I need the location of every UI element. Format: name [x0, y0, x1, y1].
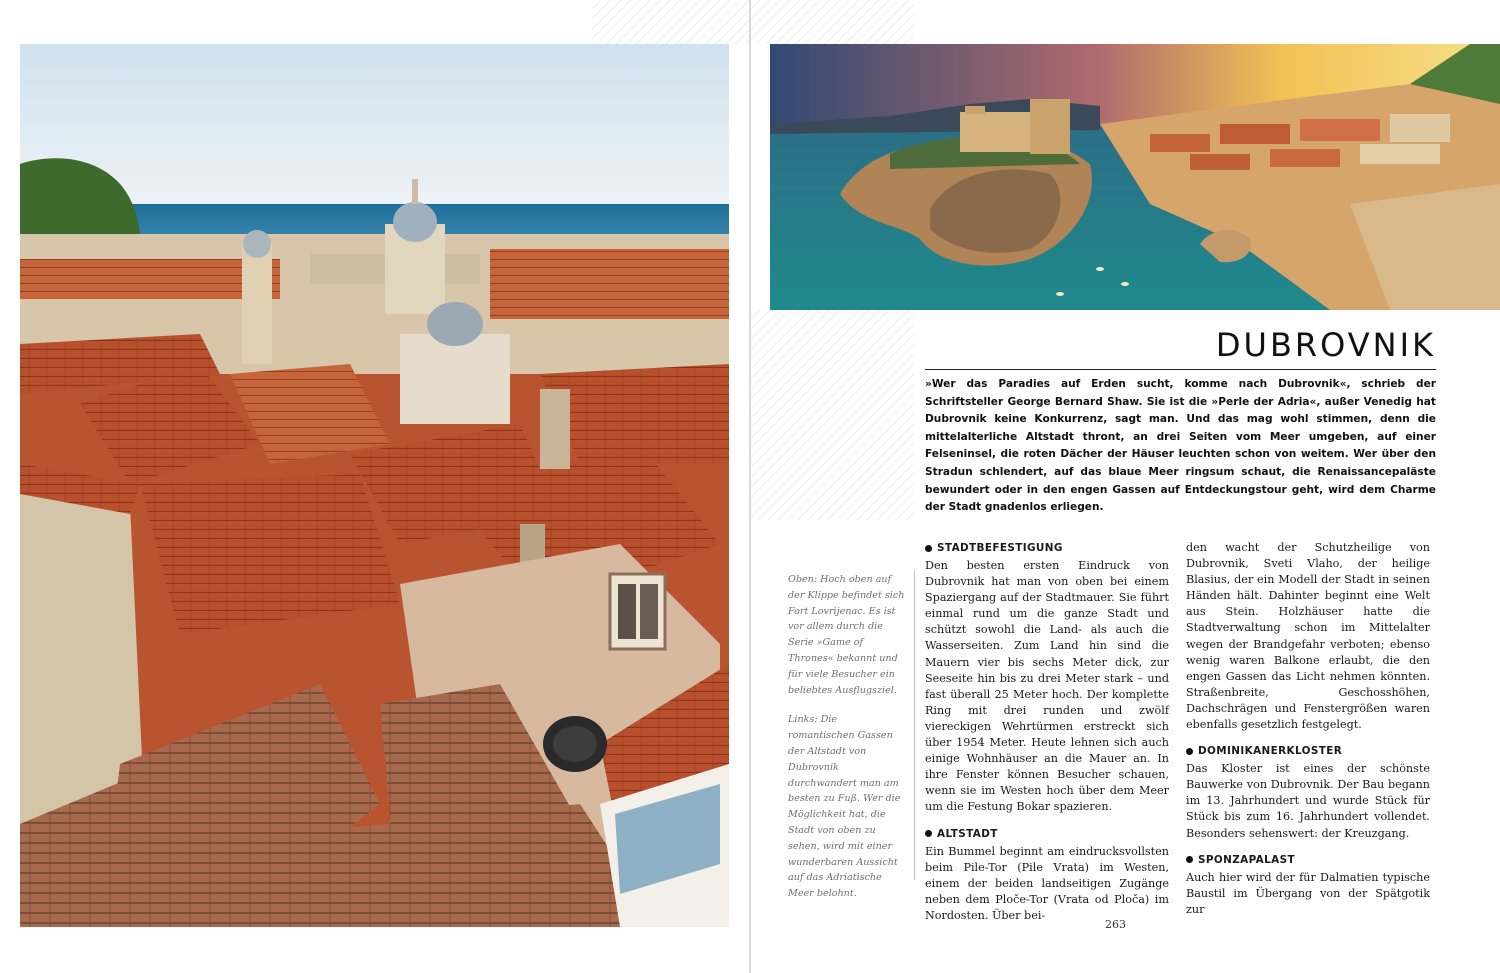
title-underline — [925, 369, 1436, 370]
bullet-dot-icon — [925, 830, 932, 837]
section-heading-dominikanerkloster — [1186, 743, 1430, 759]
caption-left: Links: Die romantischen Gassen der Altstadt von Dubrovnik durchwandert man am besten zu Fuß. Wer die Möglichkeit hat, die Stadt von oben zu sehen, wird mit einer wunderbaren Aussicht auf das Adriatische Meer belohnt. — [788, 714, 901, 900]
background-hatch — [751, 310, 914, 520]
section-heading-label: STADTBEFESTIGUNG — [937, 542, 1063, 554]
photo-captions — [788, 572, 906, 916]
section-heading-sponzapalast — [1186, 852, 1430, 868]
section-body-altstadt-continued: den wacht der Schutzheilige von Dubrovnik, Sveti Vlaho, der heilige Blasius, der ein Modell der Stadt in seinen Händen hält. Dahinter beginnt eine Welt aus Stein. Holzhäuser hatte die Stadtverwaltung schon im Mittelalter wegen der Brandgefahr verboten; ebenso wenig waren Balkone erlaubt, die den engen Gassen das Licht nehmen könnten. Straßenbreite, Geschosshöhen, Dachschrägen und Fenstergrößen waren ebenfalls gesetzlich festgelegt. — [1186, 541, 1430, 732]
page-gutter — [749, 0, 751, 973]
section-heading-label: DOMINIKANERKLOSTER — [1198, 745, 1343, 758]
background-hatch — [592, 0, 750, 44]
bullet-dot-icon — [1186, 856, 1193, 863]
page-number: 263 — [1105, 918, 1126, 931]
text-column-2 — [1186, 540, 1430, 928]
section-heading-altstadt — [925, 826, 1169, 842]
bullet-dot-icon — [1186, 748, 1193, 755]
caption-top: Oben: Hoch oben auf der Klippe befindet sich Fort Lovrijenac. Es ist vor allem durch die Serie »Game of Thrones« bekannt und für viele Besucher ein beliebtes Ausflugsziel. — [788, 574, 905, 696]
section-body-altstadt: Ein Bummel beginnt am eindrucksvollsten beim Pile-Tor (Pile Vrata) im Westen, einem der beiden landseitigen Zugänge neben dem Ploče-Tor (Vrata od Ploča) im Nordosten. Über bei- — [925, 844, 1169, 922]
caption-divider — [914, 570, 915, 880]
photo-old-town-rooftops — [20, 44, 729, 927]
background-hatch — [751, 0, 914, 44]
bullet-dot-icon — [925, 545, 932, 552]
section-body-stadtbefestigung: Den besten ersten Eindruck von Dubrovnik hat man von oben bei einem Spaziergang auf der Stadtmauer. Sie führt einmal rund um die ganze Stadt und schützt sowohl die Land- als auch die Wasserseiten. Zum Land hin sind die Mauern vier bis sechs Meter dick, zur Seeseite hin bis zu drei Meter stark – und fast überall 25 Meter hoch. Der komplette Ring mit drei runden und zwölf viereckigen Wehrtürmen erstreckt sich über 1954 Meter. Heute lehnen sich auch einige Wohnhäuser an die Mauer an. In ihre Fenster können Besucher schauen, wenn sie im Westen hoch über dem Meer um die Festung Bokar spazieren. — [925, 559, 1169, 814]
page-title: DUBROVNIK — [1215, 326, 1436, 364]
section-heading-label: ALTSTADT — [937, 827, 998, 840]
text-column-1 — [925, 540, 1169, 934]
section-heading-stadtbefestigung — [925, 540, 1169, 556]
photo-fort-lovrijenac-coast — [770, 44, 1500, 310]
section-heading-label: SPONZAPALAST — [1198, 853, 1295, 866]
section-body-dominikanerkloster: Das Kloster ist eines der schönste Bauwerke von Dubrovnik. Der Bau begann im 13. Jahrhundert und wurde Stück für Stück bis zum 16. Jahrhundert vollendet. Besonders sehenswert: der Kreuzgang. — [1186, 762, 1430, 840]
section-body-sponzapalast: Auch hier wird der für Dalmatien typische Baustil im Übergang von der Spätgotik zur — [1186, 870, 1430, 916]
intro-paragraph: »Wer das Paradies auf Erden sucht, komme nach Dubrovnik«, schrieb der Schriftsteller George Bernard Shaw. Sie ist die »Perle der Adria«, außer Venedig hat Dubrovnik keine Konkurrenz, sagt man. Und das mag wohl stimmen, denn die mittelalterliche Altstadt thront, an drei Seiten vom Meer umgeben, auf einer Felseninsel, die roten Dächer der Häuser leuchten schon von weitem. Wer über den Stradun schlendert, auf das blaue Meer ringsum schaut, die Renaissancepaläste bewundert oder in den engen Gassen auf Entdeckungstour geht, wird dem Charme der Stadt gnadenlos erliegen. — [925, 378, 1436, 514]
